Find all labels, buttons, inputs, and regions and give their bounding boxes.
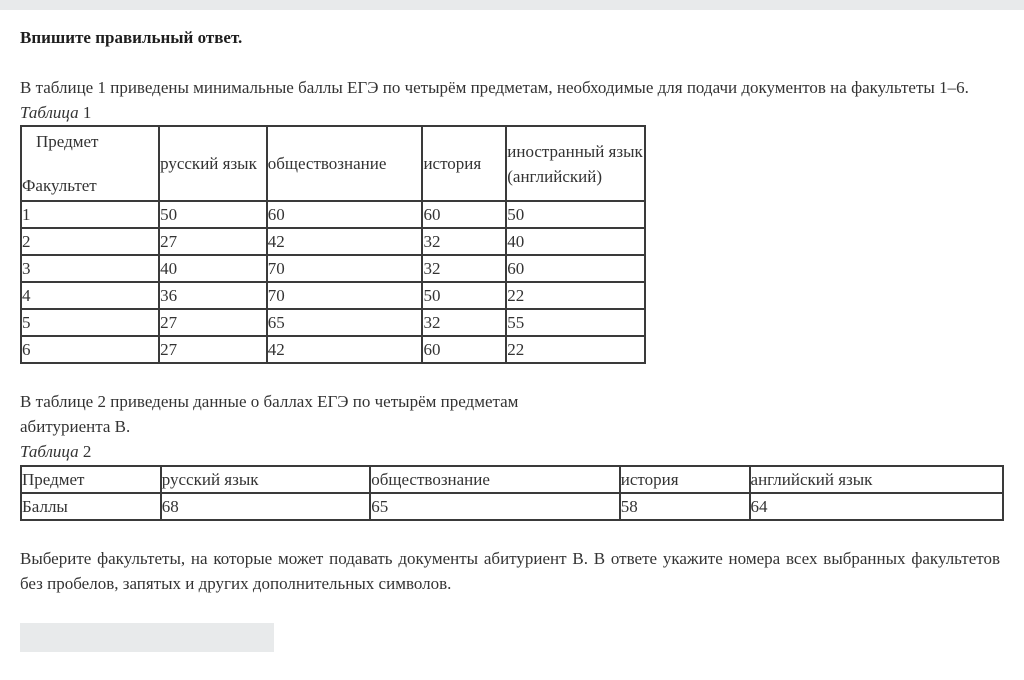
score-cell: 42	[267, 228, 423, 255]
table2-intro-line1: В таблице 2 приведены данные о баллах ЕГЭ по четырём предметам	[20, 392, 519, 411]
top-bar	[0, 0, 1024, 10]
score-cell: 27	[159, 228, 267, 255]
score-cell: 60	[267, 201, 423, 228]
score-cell: 32	[422, 228, 506, 255]
table2-caption-number: 2	[82, 442, 92, 461]
table2-header-row	[21, 466, 1003, 493]
score-cell: 32	[422, 309, 506, 336]
table2-header-cell: история	[620, 466, 750, 493]
table1-header-cell: иностранный язык (английский)	[506, 126, 645, 201]
table1-caption	[20, 100, 1000, 125]
instruction-text: Впишите правильный ответ.	[20, 28, 243, 47]
score-cell: 50	[506, 201, 645, 228]
corner-faculty-label: Факультет	[22, 176, 97, 195]
score-cell: 60	[422, 201, 506, 228]
table2	[20, 465, 1004, 521]
table1-row	[21, 336, 645, 363]
score-cell: 55	[506, 309, 645, 336]
score-cell: 60	[422, 336, 506, 363]
table2-header-cell: английский язык	[750, 466, 1003, 493]
table2-row-label: Баллы	[21, 493, 161, 520]
table2-intro-line2: абитуриента В.	[20, 417, 131, 436]
score-cell: 50	[422, 282, 506, 309]
table1-header-row	[21, 126, 645, 201]
faculty-number-cell: 6	[21, 336, 159, 363]
table2-header-cell: обществознание	[370, 466, 620, 493]
task-content	[20, 27, 1000, 596]
score-cell: 40	[506, 228, 645, 255]
task-question: Выберите факультеты, на которые может подавать документы абитуриент В. В ответе укажите номера всех выбранных факультетов без пробелов, запятых и других дополнительных символов.	[20, 549, 1000, 593]
table1-row	[21, 201, 645, 228]
answer-input[interactable]	[20, 623, 274, 652]
table2-caption-word: Таблица	[20, 442, 79, 461]
score-cell: 27	[159, 309, 267, 336]
score-cell: 22	[506, 282, 645, 309]
score-cell: 40	[159, 255, 267, 282]
score-cell: 50	[159, 201, 267, 228]
score-cell: 58	[620, 493, 750, 520]
table1-row	[21, 282, 645, 309]
table1-header-cell: русский язык	[159, 126, 267, 201]
corner-subject-label: Предмет	[36, 132, 99, 151]
score-cell: 68	[161, 493, 370, 520]
score-cell: 22	[506, 336, 645, 363]
table1-header-cell: история	[422, 126, 506, 201]
table1-row	[21, 309, 645, 336]
score-cell: 42	[267, 336, 423, 363]
table2-caption	[20, 439, 1000, 464]
faculty-number-cell: 2	[21, 228, 159, 255]
table2-row-label: Предмет	[21, 466, 161, 493]
score-cell: 70	[267, 282, 423, 309]
score-cell: 65	[267, 309, 423, 336]
faculty-number-cell: 3	[21, 255, 159, 282]
faculty-number-cell: 5	[21, 309, 159, 336]
score-cell: 70	[267, 255, 423, 282]
faculty-number-cell: 4	[21, 282, 159, 309]
table1-corner-cell	[21, 126, 159, 201]
score-cell: 64	[750, 493, 1003, 520]
score-cell: 27	[159, 336, 267, 363]
table2-scores-row	[21, 493, 1003, 520]
table1-caption-word: Таблица	[20, 103, 79, 122]
faculty-number-cell: 1	[21, 201, 159, 228]
table1-intro: В таблице 1 приведены минимальные баллы ЕГЭ по четырём предметам, необходимые для подачи документов на факультеты 1–6.	[20, 78, 969, 97]
score-cell: 36	[159, 282, 267, 309]
table1	[20, 125, 646, 364]
table1-caption-number: 1	[82, 103, 92, 122]
table1-row	[21, 228, 645, 255]
table1-header-cell: обществознание	[267, 126, 423, 201]
score-cell: 32	[422, 255, 506, 282]
table1-row	[21, 255, 645, 282]
score-cell: 60	[506, 255, 645, 282]
score-cell: 65	[370, 493, 620, 520]
table2-header-cell: русский язык	[161, 466, 370, 493]
